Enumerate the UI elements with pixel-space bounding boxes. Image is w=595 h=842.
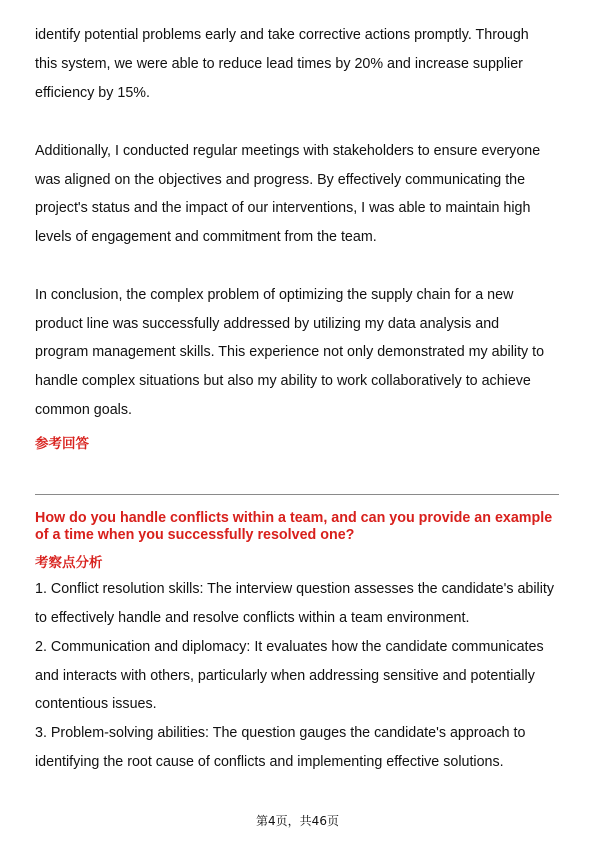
reference-answer-label: 参考回答 (35, 436, 89, 452)
body-text-line: common goals. (35, 402, 132, 418)
analysis-text-line: identifying the root cause of conflicts and implementing effective solutions. (35, 754, 504, 770)
body-text-line: identify potential problems early and take corrective actions promptly. Through (35, 27, 529, 43)
question-heading-line: of a time when you successfully resolved one? (35, 527, 355, 543)
analysis-text-line: 3. Problem-solving abilities: The question gauges the candidate's approach to (35, 725, 526, 741)
analysis-label: 考察点分析 (35, 555, 103, 571)
body-text-line: product line was successfully addressed by utilizing my data analysis and (35, 316, 500, 332)
body-text-line: levels of engagement and commitment from the team. (35, 229, 377, 245)
body-text-line: was aligned on the objectives and progress. By effectively communicating the (35, 172, 526, 188)
analysis-text-line: 2. Communication and diplomacy: It evaluates how the candidate communicates (35, 639, 544, 655)
analysis-text-line: contentious issues. (35, 696, 157, 712)
analysis-text-line: 1. Conflict resolution skills: The interview question assesses the candidate's ability (35, 581, 555, 597)
body-text-line: In conclusion, the complex problem of optimizing the supply chain for a new (35, 287, 514, 303)
analysis-text-line: and interacts with others, particularly when addressing sensitive and potentially (35, 668, 535, 684)
body-text-line: efficiency by 15%. (35, 85, 150, 101)
question-heading-line: How do you handle conflicts within a team, and can you provide an example (35, 510, 553, 526)
body-text-line: Additionally, I conducted regular meetings with stakeholders to ensure everyone (35, 143, 541, 159)
body-text-line: this system, we were able to reduce lead times by 20% and increase supplier (35, 56, 523, 72)
page-number-footer: 第4页，共46页 (256, 814, 339, 828)
body-text-line: project's status and the impact of our interventions, I was able to maintain high (35, 200, 531, 216)
body-text-line: handle complex situations but also my ability to work collaboratively to achieve (35, 373, 531, 389)
section-divider (35, 494, 559, 495)
analysis-text-line: to effectively handle and resolve conflicts within a team environment. (35, 610, 470, 626)
body-text-line: program management skills. This experience not only demonstrated my ability to (35, 344, 545, 360)
